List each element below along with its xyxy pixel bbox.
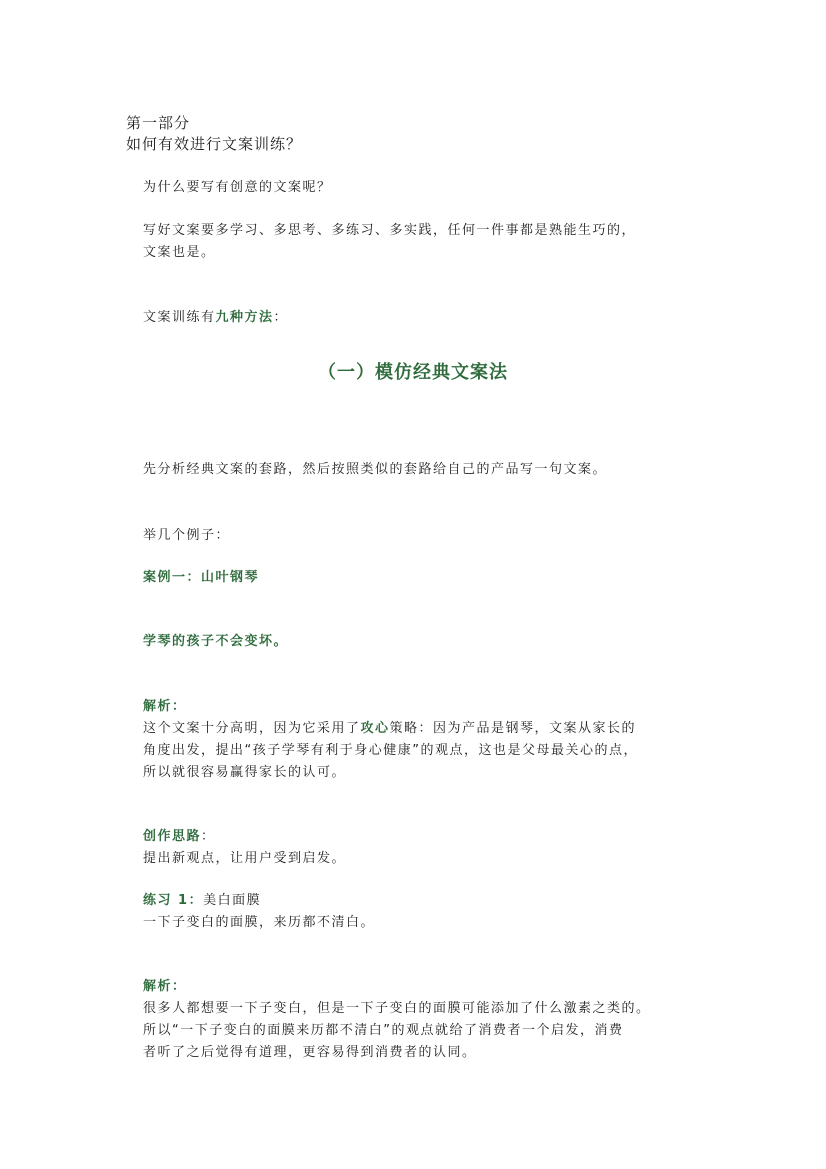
exercise-1-topic: 美白面膜 bbox=[203, 893, 262, 908]
case-1-analysis-label: 解析： bbox=[143, 699, 187, 714]
analysis-bold-strategy: 攻心 bbox=[360, 721, 390, 736]
case-1-analysis-line-3: 所以就很容易赢得家长的认可。 bbox=[143, 765, 347, 780]
methods-prefix: 文案训练有 bbox=[143, 310, 216, 325]
methods-suffix: ： bbox=[273, 310, 289, 325]
idea-label-bold: 创作思路 bbox=[143, 829, 202, 844]
method-1-title: （一）模仿经典文案法 bbox=[318, 362, 508, 383]
analysis-line-1-post: 策略：因为产品是钢琴，文案从家长的 bbox=[389, 721, 637, 736]
exercise-1-slogan: 一下子变白的面膜，来历都不清白。 bbox=[143, 915, 376, 930]
case-1-title: 案例一：山叶钢琴 bbox=[143, 570, 260, 585]
intro-line-1: 写好文案要多学习、多思考、多练习、多实践，任何一件事都是熟能生巧的， bbox=[143, 223, 637, 238]
exercise-1-analysis-line-3: 者听了之后觉得有道理，更容易得到消费者的认同。 bbox=[143, 1045, 477, 1060]
exercise-1-label: 练习 1： bbox=[143, 893, 204, 908]
intro-line-2: 文案也是。 bbox=[143, 245, 216, 260]
case-1-slogan: 学琴的孩子不会变坏。 bbox=[143, 634, 289, 649]
section-label: 第一部分 bbox=[126, 114, 191, 132]
exercise-1-heading bbox=[143, 890, 261, 912]
idea-text: 提出新观点，让用户受到启发。 bbox=[143, 851, 347, 866]
question-why: 为什么要写有创意的文案呢？ bbox=[143, 180, 332, 195]
case-1-analysis-line-1 bbox=[143, 718, 636, 740]
methods-bold: 九种方法 bbox=[215, 310, 274, 325]
idea-label bbox=[143, 826, 216, 848]
analysis-line-1-pre: 这个文案十分高明，因为它采用了 bbox=[143, 721, 361, 736]
methods-intro bbox=[143, 307, 288, 329]
exercise-1-analysis-label: 解析： bbox=[143, 979, 187, 994]
case-1-analysis-line-2: 角度出发，提出“孩子学琴有利于身心健康”的观点，这也是父母最关心的点， bbox=[143, 743, 638, 758]
exercise-1-analysis-line-1: 很多人都想要一下子变白，但是一下子变白的面膜可能添加了什么激素之类的。 bbox=[143, 1001, 651, 1016]
examples-intro: 举几个例子： bbox=[143, 528, 231, 543]
idea-label-suffix: ： bbox=[201, 829, 216, 844]
exercise-1-analysis-line-2: 所以“一下子变白的面膜来历都不清白”的观点就给了消费者一个启发，消费 bbox=[143, 1023, 624, 1038]
method-1-description: 先分析经典文案的套路，然后按照类似的套路给自己的产品写一句文案。 bbox=[143, 462, 608, 477]
section-title: 如何有效进行文案训练？ bbox=[126, 135, 303, 153]
